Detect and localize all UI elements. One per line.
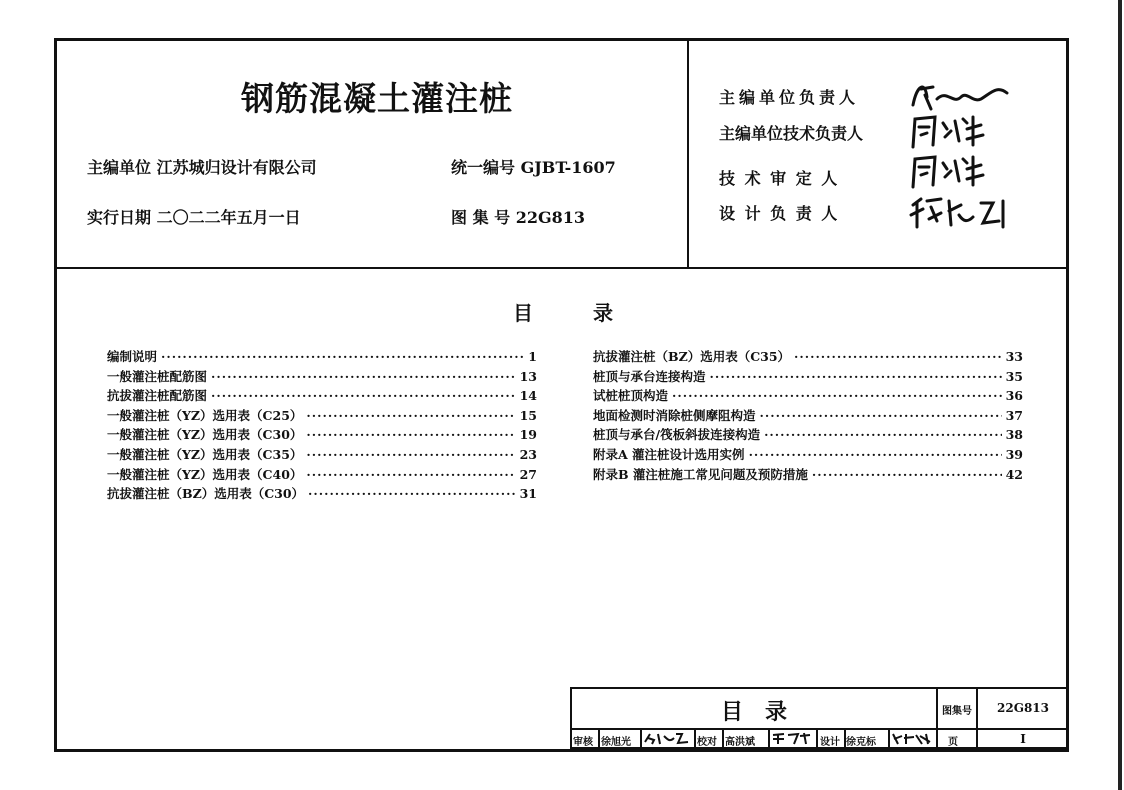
atlas-number-value: 22G813 <box>997 701 1049 715</box>
role-chief-unit-head: 主编单位负责人 <box>719 88 860 107</box>
toc-heading-lu: 录 <box>593 301 613 325</box>
role-design-lead: 设 计 负 责 人 <box>719 204 840 223</box>
toc-item[interactable]: 一般灌注桩（YZ）选用表（C30） ····· 19 <box>107 425 537 445</box>
unified-number: 统一编号 GJBT-1607 <box>451 158 616 177</box>
signature-chief-unit-head <box>907 75 1057 115</box>
toc-item[interactable]: 一般灌注桩（YZ）选用表（C35） ····· 23 <box>107 445 537 465</box>
toc-right-column <box>593 347 1023 484</box>
role-chief-tech-head: 主编单位技术负责人 <box>719 124 864 143</box>
page-label: 页 <box>948 737 958 748</box>
check-name: 高洪斌 <box>725 737 755 748</box>
toc-item[interactable]: 一般灌注桩（YZ）选用表（C40） ····· 27 <box>107 465 537 485</box>
check-signature <box>770 730 814 747</box>
toc-item[interactable]: 一般灌注桩（YZ）选用表（C25） ····· 15 <box>107 406 537 426</box>
toc-item[interactable]: 抗拔灌注桩配筋图 ····· 14 <box>107 386 537 406</box>
sheet-title: 目 录 <box>720 700 787 725</box>
toc-item[interactable]: 试桩桩顶构造 ····· 36 <box>593 386 1023 406</box>
design-label: 设计 <box>820 737 840 748</box>
toc-item[interactable]: 附录A 灌注桩设计选用实例 ····· 39 <box>593 445 1023 465</box>
atlas-title: 钢筋混凝土灌注桩 <box>241 79 513 118</box>
review-label: 审核 <box>573 737 593 748</box>
toc-item[interactable]: 编制说明 ····· 1 <box>107 347 537 367</box>
signature-design-lead <box>907 191 1057 231</box>
toc-heading-mu: 目 <box>513 301 533 325</box>
design-signature <box>890 730 934 747</box>
title-block <box>570 687 1069 749</box>
editor-unit: 主编单位 江苏城归设计有限公司 <box>87 158 317 177</box>
toc-item[interactable]: 桩顶与承台/筏板斜拔连接构造 ····· 38 <box>593 425 1023 445</box>
review-signature <box>642 730 692 747</box>
header-divider-horizontal <box>57 267 1066 269</box>
role-tech-reviewer: 技 术 审 定 人 <box>719 169 840 188</box>
check-label: 校对 <box>697 737 717 748</box>
toc-left-column <box>107 347 537 504</box>
page-edge-line <box>1118 0 1122 790</box>
drawing-frame <box>54 38 1069 752</box>
toc-item[interactable]: 抗拔灌注桩（BZ）选用表（C30） ····· 31 <box>107 484 537 504</box>
header-divider-vertical <box>687 41 689 267</box>
toc-item[interactable]: 桩顶与承台连接构造 ····· 35 <box>593 367 1023 387</box>
signature-chief-tech-head <box>907 111 1057 151</box>
toc-item[interactable]: 地面检测时消除桩侧摩阻构造 ····· 37 <box>593 406 1023 426</box>
page-value: I <box>1020 732 1026 746</box>
atlas-number-label: 图集号 <box>942 706 972 717</box>
toc-item[interactable]: 抗拔灌注桩（BZ）选用表（C35） ····· 33 <box>593 347 1023 367</box>
signature-tech-reviewer <box>907 151 1057 191</box>
review-name: 徐旭光 <box>601 737 631 748</box>
effective-date: 实行日期 二〇二二年五月一日 <box>87 208 301 227</box>
toc-item[interactable]: 附录B 灌注桩施工常见问题及预防措施 ····· 42 <box>593 465 1023 485</box>
atlas-number: 图 集 号 22G813 <box>451 208 586 227</box>
design-name: 徐克标 <box>846 737 876 748</box>
toc-item[interactable]: 一般灌注桩配筋图 ····· 13 <box>107 367 537 387</box>
